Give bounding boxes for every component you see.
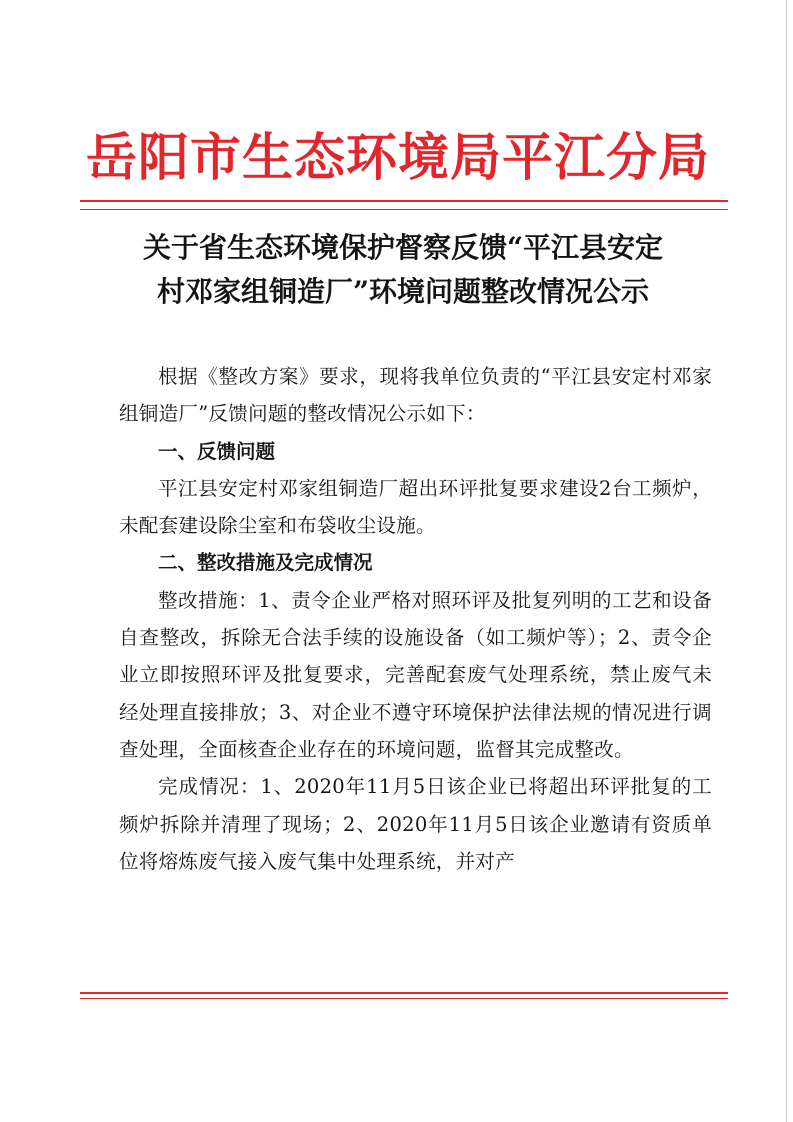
feedback-paragraph: 平江县安定村邓家组铜造厂超出环评批复要求建设2台工频炉，未配套建设除尘室和布袋收尘设施。 <box>119 476 712 538</box>
page-edge <box>786 0 787 1122</box>
header-red-rule <box>80 200 728 202</box>
intro-paragraph: 根据《整改方案》要求，现将我单位负责的“平江县安定村邓家组铜造厂”反馈问题的整改情况公示如下： <box>119 365 712 426</box>
issuing-authority-title: 岳阳市生态环境局平江分局 <box>85 128 710 188</box>
section-heading-feedback: 一、反馈问题 <box>158 439 276 463</box>
header-red-rule-thin <box>80 209 728 210</box>
footer-red-rule <box>80 992 728 994</box>
document-title-line-1: 关于省生态环境保护督察反馈“平江县安定 <box>142 231 664 264</box>
document-title-line-2: 村邓家组铜造厂”环境问题整改情况公示 <box>156 275 650 308</box>
section-heading-rectification: 二、整改措施及完成情况 <box>158 551 373 575</box>
document-title <box>80 226 726 314</box>
footer-red-rule-thin <box>80 998 728 999</box>
completion-paragraph: 完成情况：1、2020年11月5日该企业已将超出环评批复的工频炉拆除并清理了现场；2、2020年11月5日该企业邀请有资质单位将熔炼废气接入废气集中处理系统，并对产 <box>119 775 712 873</box>
document-body <box>119 358 712 880</box>
measures-paragraph: 整改措施：1、责令企业严格对照环评及批复列明的工艺和设备自查整改，拆除无合法手续的设施设备（如工频炉等）；2、责令企业立即按照环评及批复要求，完善配套废气处理系统，禁止废气未经处理直接排放；3、对企业不遵守环境保护法律法规的情况进行调查处理，全面核查企业存在的环境问题，监督其完成整改。 <box>119 588 712 761</box>
